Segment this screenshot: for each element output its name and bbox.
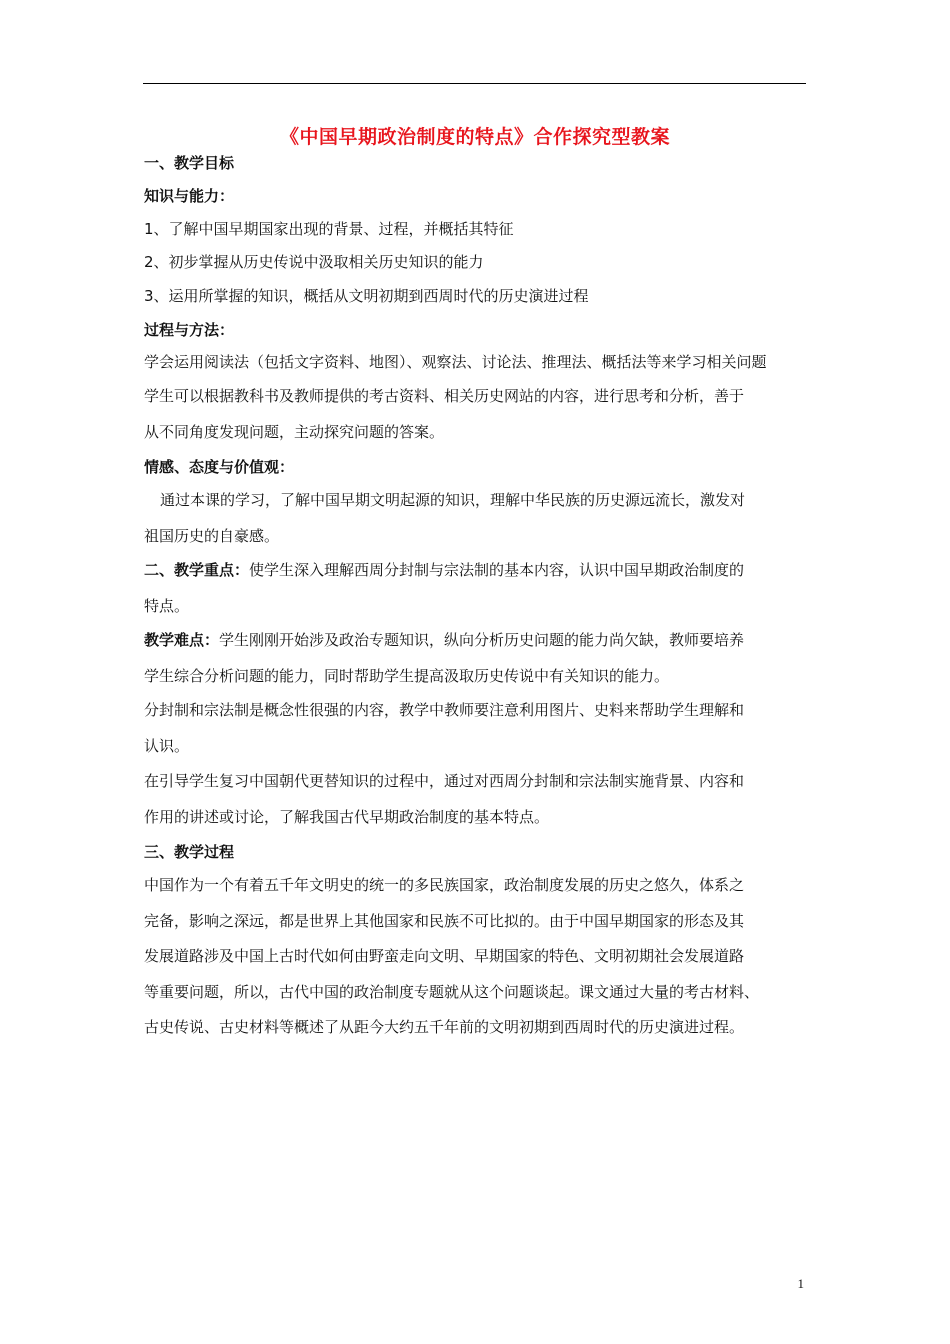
difficulty-label: 教学难点：	[144, 631, 220, 649]
process-heading: 过程与方法：	[144, 321, 235, 339]
difficulty-line: 分封制和宗法制是概念性很强的内容，教学中教师要注意利用图片、史料来帮助学生理解和	[144, 701, 745, 719]
process-line: 从不同角度发现问题，主动探究问题的答案。	[144, 423, 445, 441]
process-paragraph-line: 发展道路涉及中国上古时代如何由野蛮走向文明、早期国家的特色、文明初期社会发展道路	[144, 947, 745, 965]
header-rule	[143, 83, 806, 84]
focus-line	[144, 560, 814, 580]
process-paragraph-line: 完备，影响之深远，都是世界上其他国家和民族不可比拟的。由于中国早期国家的形态及其	[144, 912, 745, 930]
difficulty-line: 在引导学生复习中国朝代更替知识的过程中，通过对西周分封制和宗法制实施背景、内容和	[144, 772, 745, 790]
process-paragraph-line: 等重要问题，所以，古代中国的政治制度专题就从这个问题谈起。课文通过大量的考古材料、	[144, 983, 760, 1001]
process-paragraph-line: 古史传说、古史材料等概述了从距今大约五千年前的文明初期到西周时代的历史演进过程。	[144, 1018, 745, 1036]
difficulty-line	[144, 630, 814, 650]
knowledge-heading: 知识与能力：	[144, 187, 235, 205]
process-line: 学会运用阅读法（包括文字资料、地图）、观察法、讨论法、推理法、概括法等来学习相关问题	[144, 353, 767, 371]
process-line: 学生可以根据教科书及教师提供的考古资料、相关历史网站的内容，进行思考和分析，善于	[144, 387, 745, 405]
process-paragraph-line: 中国作为一个有着五千年文明史的统一的多民族国家，政治制度发展的历史之悠久，体系之	[144, 876, 745, 894]
focus-line-2: 特点。	[144, 597, 190, 615]
section-3-heading: 三、教学过程	[144, 843, 235, 861]
focus-text: 使学生深入理解西周分封制与宗法制的基本内容，认识中国早期政治制度的	[249, 561, 745, 579]
difficulty-line: 学生综合分析问题的能力，同时帮助学生提高汲取历史传说中有关知识的能力。	[144, 667, 670, 685]
difficulty-line: 作用的讲述或讨论，了解我国古代早期政治制度的基本特点。	[144, 808, 550, 826]
focus-label: 二、教学重点：	[144, 561, 250, 579]
difficulty-line: 认识。	[144, 737, 190, 755]
difficulty-text: 学生刚刚开始涉及政治专题知识，纵向分析历史问题的能力尚欠缺，教师要培养	[219, 631, 745, 649]
knowledge-item: 2、初步掌握从历史传说中汲取相关历史知识的能力	[144, 253, 484, 271]
knowledge-item: 1、了解中国早期国家出现的背景、过程，并概括其特征	[144, 220, 514, 238]
emotion-line: 祖国历史的自豪感。	[144, 527, 280, 545]
document-title: 《中国早期政治制度的特点》合作探究型教案	[279, 126, 670, 148]
emotion-heading: 情感、态度与价值观：	[144, 458, 295, 476]
page-number: 1	[797, 1276, 804, 1291]
knowledge-item: 3、运用所掌握的知识，概括从文明初期到西周时代的历史演进过程	[144, 287, 589, 305]
section-1-heading: 一、教学目标	[144, 154, 235, 172]
emotion-line: 通过本课的学习，了解中国早期文明起源的知识，理解中华民族的历史源远流长，激发对	[160, 491, 746, 509]
